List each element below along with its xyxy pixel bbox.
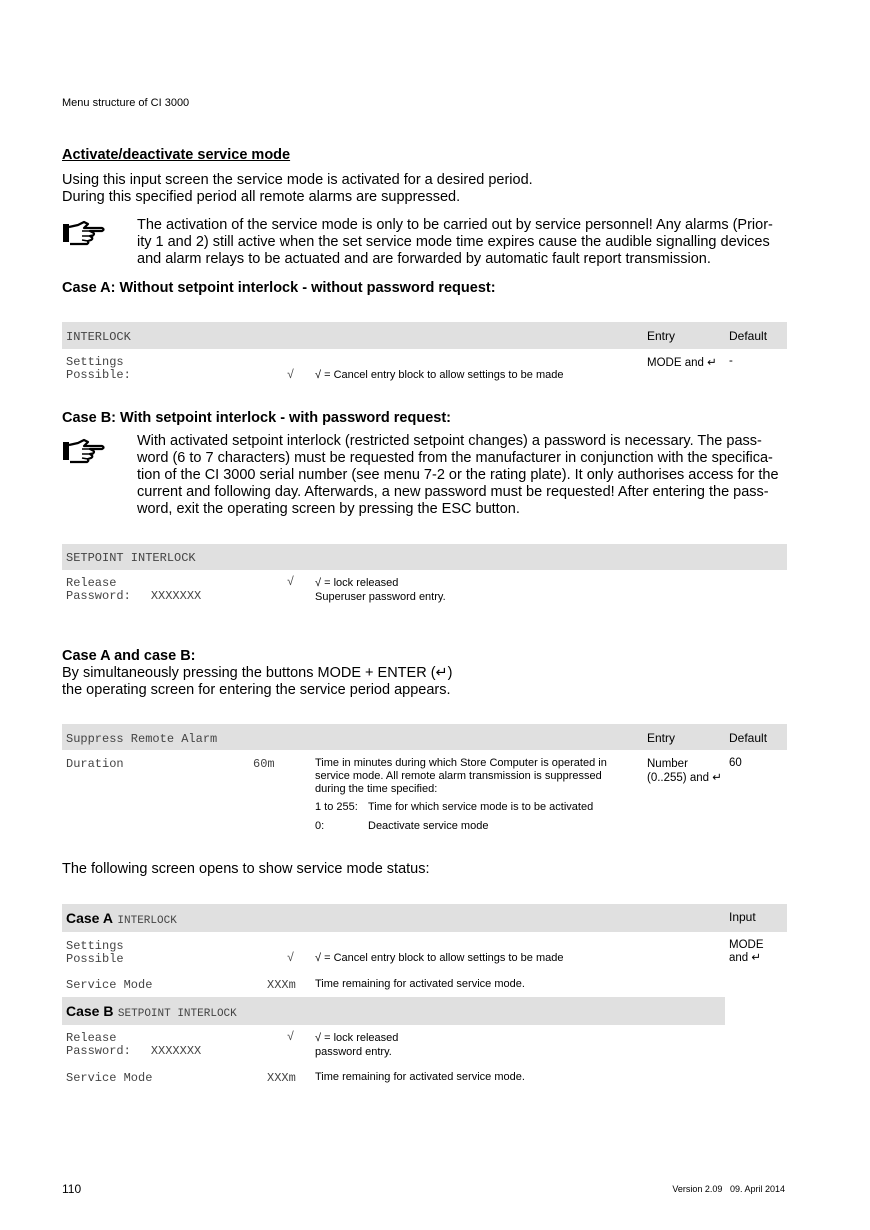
duration-desc-1: Time in minutes during which Store Computer is operated in <box>315 757 607 769</box>
status-settings-line-1: Settings <box>66 939 124 953</box>
release-checkmark: √ <box>287 575 295 589</box>
input-column-header: Input <box>729 910 756 924</box>
password-label-text: Password: <box>66 589 131 603</box>
case-b-label: Case B <box>66 1003 114 1019</box>
status-b-service-mode-label: Service Mode <box>66 1071 153 1085</box>
status-settings-label <box>66 940 124 966</box>
duration-desc-2: service mode. All remote alarm transmission is suppressed <box>315 770 602 782</box>
pointing-hand-icon <box>62 438 106 464</box>
release-password-label <box>66 577 201 603</box>
settings-label: Settings <box>66 355 124 369</box>
intro-line-1: Using this input screen the service mode is activated for a desired period. <box>62 172 533 188</box>
status-a-service-mode-value: XXXm <box>267 978 296 992</box>
suppress-alarm-title: Suppress Remote Alarm <box>66 732 218 746</box>
status-intro: The following screen opens to show service mode status: <box>62 861 430 877</box>
case-ab-heading: Case A and case B: <box>62 648 196 664</box>
status-release-checkmark: √ <box>287 1030 295 1044</box>
duration-entry-1: Number <box>647 758 688 770</box>
settings-entry: MODE and ↵ <box>647 357 717 369</box>
duration-description <box>315 757 607 796</box>
interlock-table-title: INTERLOCK <box>66 330 131 344</box>
note1-line-3: and alarm relays to be actuated and are forwarded by automatic fault report transmission. <box>137 251 711 267</box>
status-release-description <box>315 1031 398 1059</box>
release-description <box>315 576 446 604</box>
option-1-key: 1 to 255: <box>315 801 358 813</box>
pointing-hand-icon <box>62 220 106 246</box>
settings-default: - <box>729 355 733 367</box>
case-b-heading: Case B: With setpoint interlock - with password request: <box>62 410 452 426</box>
duration-value: 60m <box>253 757 275 771</box>
duration-entry-2: (0..255) and ↵ <box>647 772 722 784</box>
settings-description: √ = Cancel entry block to allow settings to be made <box>315 369 564 381</box>
note2-line-1: With activated setpoint interlock (restricted setpoint changes) a password is necessary. The pass- <box>137 433 762 449</box>
entry-column-header: Entry <box>647 329 676 343</box>
section-heading: Activate/deactivate service mode <box>62 147 291 163</box>
case-a-interlock: INTERLOCK <box>117 915 177 927</box>
status-a-service-mode-label: Service Mode <box>66 978 153 992</box>
note-password <box>137 433 779 518</box>
status-settings-description: √ = Cancel entry block to allow settings to be made <box>315 952 564 964</box>
note-service-personnel <box>137 217 773 268</box>
case-ab-line-1: By simultaneously pressing the buttons MODE + ENTER (↵) <box>62 665 453 681</box>
note2-line-4: current and following day. Afterwards, a new password must be requested! After entering the pass- <box>137 484 769 500</box>
status-password-label: Password: <box>66 1044 131 1058</box>
option-1-text: Time for which service mode is to be activated <box>368 801 594 813</box>
status-a-service-mode-description: Time remaining for activated service mode. <box>315 978 525 990</box>
note2-line-3: tion of the CI 3000 serial number (see menu 7-2 or the rating plate). It only authorises access for the <box>137 467 779 483</box>
duration-label: Duration <box>66 757 124 771</box>
status-input-line-2: and ↵ <box>729 952 762 964</box>
default-column-header: Default <box>729 329 768 343</box>
settings-possible-label <box>66 356 131 382</box>
case-a-label: Case A <box>66 910 113 926</box>
password-label <box>66 590 201 603</box>
duration-desc-3: during the time specified: <box>315 783 438 795</box>
running-title: Menu structure of CI 3000 <box>62 97 190 109</box>
status-input-line-1: MODE <box>729 939 764 951</box>
note1-line-1: The activation of the service mode is only to be carried out by service personnel! Any alarms (Prior- <box>137 217 773 233</box>
release-label: Release <box>66 576 117 590</box>
case-ab-line-2: the operating screen for entering the service period appears. <box>62 682 451 698</box>
status-case-a-title <box>66 910 177 928</box>
intro-line-2: During this specified period all remote alarms are suppressed. <box>62 189 461 205</box>
note2-line-5: word, exit the operating screen by pressing the ESC button. <box>137 501 520 517</box>
case-b-setpoint-interlock: SETPOINT INTERLOCK <box>117 1008 237 1020</box>
status-release-line: Release <box>66 1031 117 1045</box>
note2-line-2: word (6 to 7 characters) must be requested from the manufacturer in conjunction with the specifica- <box>137 450 773 466</box>
status-release-desc-1: √ = lock released <box>315 1032 399 1044</box>
version-info: Version 2.09 09. April 2014 <box>672 1184 785 1194</box>
setpoint-interlock-title: SETPOINT INTERLOCK <box>66 551 196 565</box>
case-a-heading: Case A: Without setpoint interlock - without password request: <box>62 280 496 296</box>
entry-column-header: Entry <box>647 731 676 745</box>
interlock-table-header <box>62 322 787 349</box>
settings-checkmark: √ <box>287 368 295 382</box>
status-settings-checkmark: √ <box>287 951 295 965</box>
case-ab-paragraph <box>62 665 453 699</box>
status-b-service-mode-description: Time remaining for activated service mode. <box>315 1071 525 1083</box>
status-b-service-mode-value: XXXm <box>267 1071 296 1085</box>
status-release-desc-2: password entry. <box>315 1046 392 1058</box>
status-settings-line-2: Possible <box>66 952 124 966</box>
status-password-line <box>66 1045 201 1058</box>
release-desc-1: √ = lock released <box>315 577 399 589</box>
status-case-b-title <box>66 1003 237 1021</box>
option-2-text: Deactivate service mode <box>368 820 489 832</box>
possible-label: Possible: <box>66 368 131 382</box>
status-input-value <box>729 939 764 965</box>
default-column-header: Default <box>729 731 768 745</box>
duration-default: 60 <box>729 757 742 769</box>
option-2-key: 0: <box>315 820 325 832</box>
intro-paragraph <box>62 172 533 206</box>
note1-line-2: ity 1 and 2) still active when the set service mode time expires cause the audible signalling devices <box>137 234 770 250</box>
status-release-label <box>66 1032 201 1058</box>
release-desc-2: Superuser password entry. <box>315 591 446 603</box>
page-number: 110 <box>62 1182 82 1196</box>
status-password-value: XXXXXXX <box>150 1044 202 1058</box>
duration-entry <box>647 757 722 785</box>
password-value: XXXXXXX <box>150 589 202 603</box>
